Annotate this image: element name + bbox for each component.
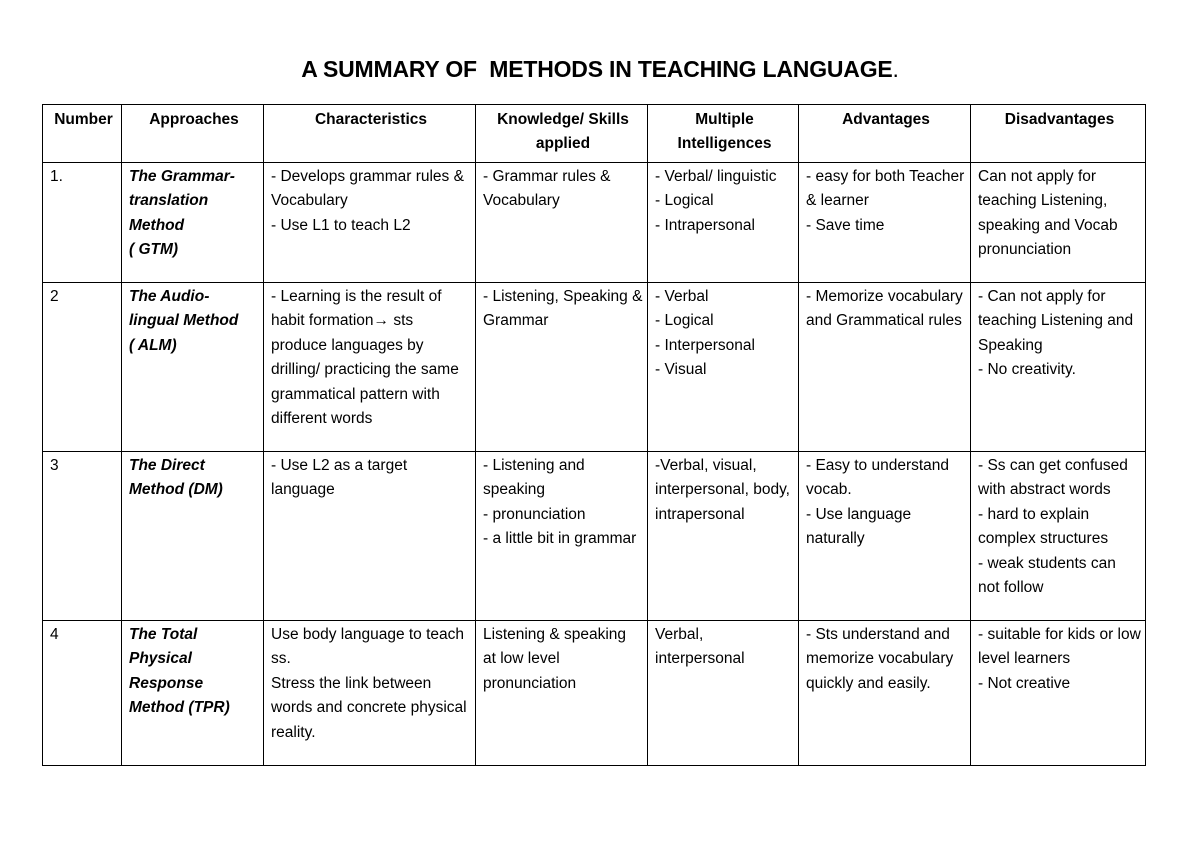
cell-approach (122, 163, 264, 283)
table-row (43, 621, 1146, 766)
cell-advantages (799, 163, 971, 283)
cell-line: - Easy to understand vocab. (806, 457, 950, 499)
cell-line: Can not apply for teaching Listening, speaking and Vocab pronunciation (978, 168, 1118, 259)
cell-number: 2 (43, 283, 122, 452)
cell-intelligences (648, 283, 799, 452)
title-text: A SUMMARY OF METHODS IN TEACHING LANGUAGE (301, 56, 893, 82)
cell-line: - Not creative (978, 674, 1071, 692)
header-characteristics: Characteristics (264, 105, 476, 163)
cell-number: 1. (43, 163, 122, 283)
cell-line: - Listening and speaking (483, 457, 585, 499)
cell-number: 3 (43, 452, 122, 621)
cell-line: - Listening, Speaking & Grammar (483, 288, 643, 330)
cell-characteristics (264, 452, 476, 621)
cell-line: - Save time (806, 216, 885, 234)
header-advantages: Advantages (799, 105, 971, 163)
header-approaches: Approaches (122, 105, 264, 163)
cell-characteristics (264, 163, 476, 283)
cell-intelligences (648, 452, 799, 621)
cell-approach (122, 621, 264, 766)
header-number: Number (43, 105, 122, 163)
cell-line: -Verbal, visual, interpersonal, body, intrapersonal (655, 457, 790, 523)
methods-summary-table (42, 104, 1146, 766)
cell-line: Listening & speaking at low level pronunciation (483, 626, 627, 692)
approach-line: The Audio-lingual Method (129, 288, 239, 330)
table-row (43, 452, 1146, 621)
cell-skills (476, 283, 648, 452)
approach-line: ( GTM) (129, 241, 179, 259)
cell-line: - Grammar rules & Vocabulary (483, 168, 611, 210)
page-title (0, 56, 1200, 83)
cell-skills (476, 163, 648, 283)
cell-advantages (799, 621, 971, 766)
cell-line: - Sts understand and memorize vocabulary quickly and easily. (806, 626, 954, 692)
cell-line: - Interpersonal (655, 336, 755, 354)
header-disadvantages: Disadvantages (971, 105, 1146, 163)
cell-line: - suitable for kids or low level learners (978, 626, 1141, 668)
cell-line: - Memorize vocabulary and Grammatical rules (806, 288, 963, 330)
cell-skills (476, 452, 648, 621)
cell-line: - Use L1 to teach L2 (271, 216, 411, 234)
cell-advantages (799, 452, 971, 621)
cell-line: - Can not apply for teaching Listening and Speaking (978, 288, 1134, 354)
table-row (43, 283, 1146, 452)
cell-advantages (799, 283, 971, 452)
cell-line: - hard to explain complex structures (978, 505, 1109, 548)
cell-line: - Learning is the result of habit formation→ sts produce languages by drilling/ practicing the same grammatical pattern with different words (271, 288, 459, 428)
title-period: . (892, 56, 899, 82)
cell-line: - Logical (655, 312, 714, 330)
cell-line: - Intrapersonal (655, 216, 755, 234)
cell-approach (122, 283, 264, 452)
cell-disadvantages (971, 163, 1146, 283)
cell-line: - Ss can get confused with abstract words (978, 457, 1128, 499)
cell-skills (476, 621, 648, 766)
cell-line: - weak students can not follow (978, 554, 1116, 597)
approach-line: The Grammar-translation Method (129, 168, 235, 234)
cell-disadvantages (971, 283, 1146, 452)
header-intelligences: Multiple Intelligences (648, 105, 799, 163)
approach-line: The Total Physical Response Method (TPR) (129, 626, 230, 717)
cell-number: 4 (43, 621, 122, 766)
cell-line: - easy for both Teacher & learner (806, 168, 965, 210)
cell-line: - Develops grammar rules & Vocabulary (271, 168, 464, 210)
cell-characteristics (264, 283, 476, 452)
cell-disadvantages (971, 621, 1146, 766)
cell-approach (122, 452, 264, 621)
cell-intelligences (648, 621, 799, 766)
cell-line: - a little bit in grammar (483, 530, 637, 548)
cell-line: Verbal, interpersonal (655, 626, 745, 668)
cell-line: - Verbal (655, 288, 709, 305)
table-header-row (43, 105, 1146, 163)
cell-line: - pronunciation (483, 505, 586, 523)
cell-characteristics (264, 621, 476, 766)
cell-line: Use body language to teach ss. (271, 626, 465, 668)
cell-line: - Use L2 as a target language (271, 457, 408, 499)
cell-line: - No creativity. (978, 361, 1076, 379)
cell-intelligences (648, 163, 799, 283)
cell-line: - Verbal/ linguistic (655, 168, 777, 185)
approach-line: The Direct Method (DM) (129, 457, 223, 499)
approach-line: ( ALM) (129, 336, 177, 354)
cell-line: - Logical (655, 192, 714, 210)
header-skills: Knowledge/ Skills applied (476, 105, 648, 163)
cell-line: Stress the link between words and concrete physical reality. (271, 674, 467, 741)
table-row (43, 163, 1146, 283)
cell-line: - Visual (655, 361, 707, 379)
cell-line: - Use language naturally (806, 505, 912, 548)
cell-disadvantages (971, 452, 1146, 621)
